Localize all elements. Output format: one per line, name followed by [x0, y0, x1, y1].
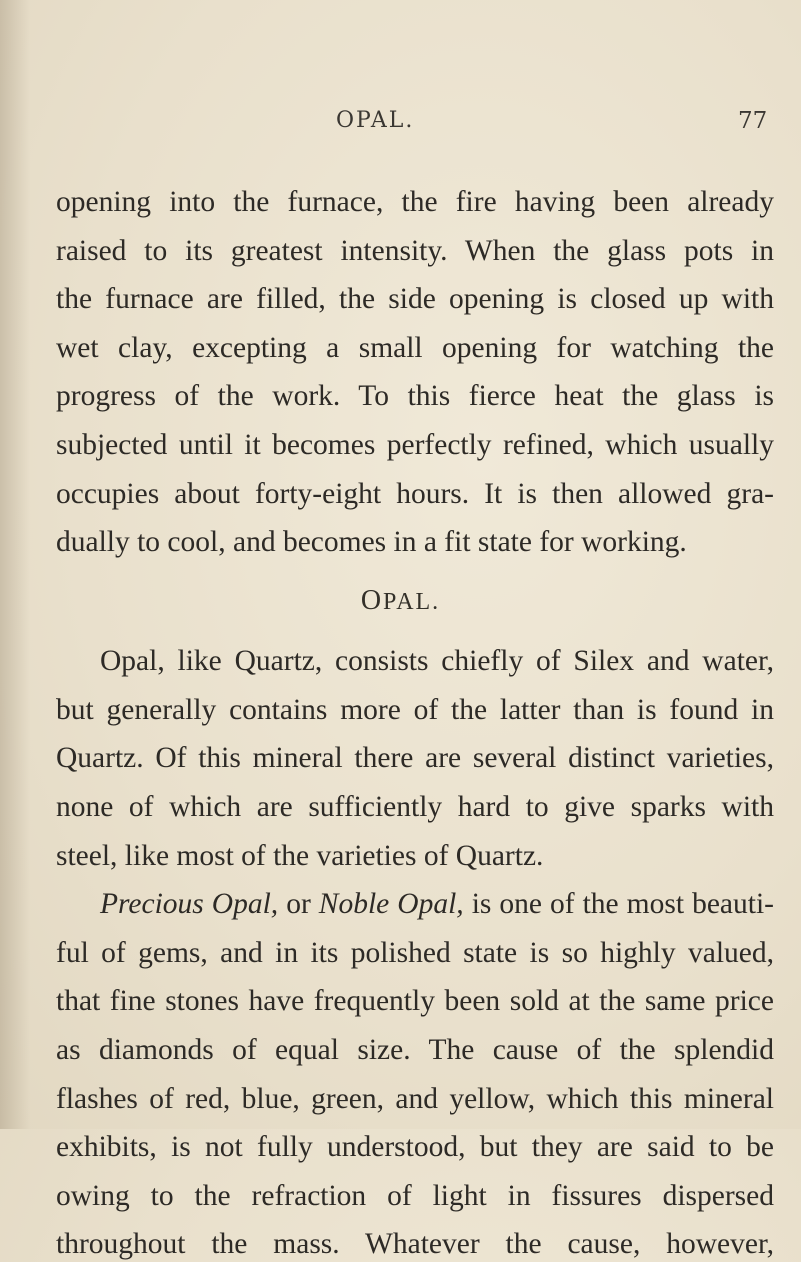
paragraph-2-line-5: steel, like most of the varieties of Quartz. — [56, 839, 544, 872]
paragraph-3-line-5: flashes of red, blue, green, and yellow, which this mineral — [56, 1082, 774, 1115]
paragraph-3-line-7: owing to the refraction of light in fissures dispersed — [56, 1179, 774, 1212]
paragraph-1-line-6: subjected until it becomes perfectly refined, which usually — [56, 429, 774, 461]
paragraph-3-line-1 — [100, 886, 774, 922]
paragraph-2-line-2: but generally contains more of the latter than is found in — [56, 693, 774, 726]
section-heading-rest: PAL. — [383, 588, 441, 615]
italic-noble-opal: Noble Opal, — [318, 888, 464, 921]
paragraph-1-line-3: the furnace are filled, the side opening is closed up with — [56, 283, 774, 316]
paragraph-1-line-1: opening into the furnace, the fire having been already — [56, 186, 774, 218]
page-edge-shadow — [0, 0, 30, 1129]
running-head — [0, 108, 801, 148]
section-heading-cap: O — [360, 584, 384, 616]
paragraph-1-line-4: wet clay, excepting a small opening for watching the — [56, 331, 774, 364]
paragraph-1-line-8: dually to cool, and becomes in a fit state for working. — [56, 526, 687, 559]
paragraph-3-line-8: throughout the mass. Whatever the cause, however, — [56, 1228, 774, 1261]
paragraph-3-line-2: ful of gems, and in its polished state is so highly valued, — [56, 936, 774, 969]
paragraph-2-line-1: Opal, like Quartz, consists chiefly of Silex and water, — [100, 645, 774, 678]
paragraph-2-line-4: none of which are sufficiently hard to give sparks with — [56, 791, 774, 824]
paragraph-3-line-1-mid: or — [278, 888, 319, 921]
italic-precious-opal: Precious Opal, — [100, 888, 279, 921]
paragraph-2-line-3: Quartz. Of this mineral there are several distinct varieties, — [56, 742, 774, 775]
paragraph-1-line-5: progress of the work. To this fierce heat the glass is — [56, 380, 774, 413]
paragraph-1-line-7: occupies about forty-eight hours. It is then allowed gra- — [56, 477, 774, 510]
running-title: OPAL. — [336, 108, 415, 133]
paragraph-3-line-1-rest: is one of the most beauti- — [463, 888, 774, 921]
section-heading — [0, 585, 801, 617]
page-number: 77 — [738, 108, 768, 134]
paragraph-1-line-2: raised to its greatest intensity. When the glass pots in — [56, 234, 774, 267]
paragraph-3-line-3: that fine stones have frequently been sold at the same price — [56, 985, 774, 1018]
paragraph-3-line-6: exhibits, is not fully understood, but they are said to be — [56, 1131, 774, 1164]
paragraph-3-line-4: as diamonds of equal size. The cause of the splendid — [56, 1034, 774, 1067]
